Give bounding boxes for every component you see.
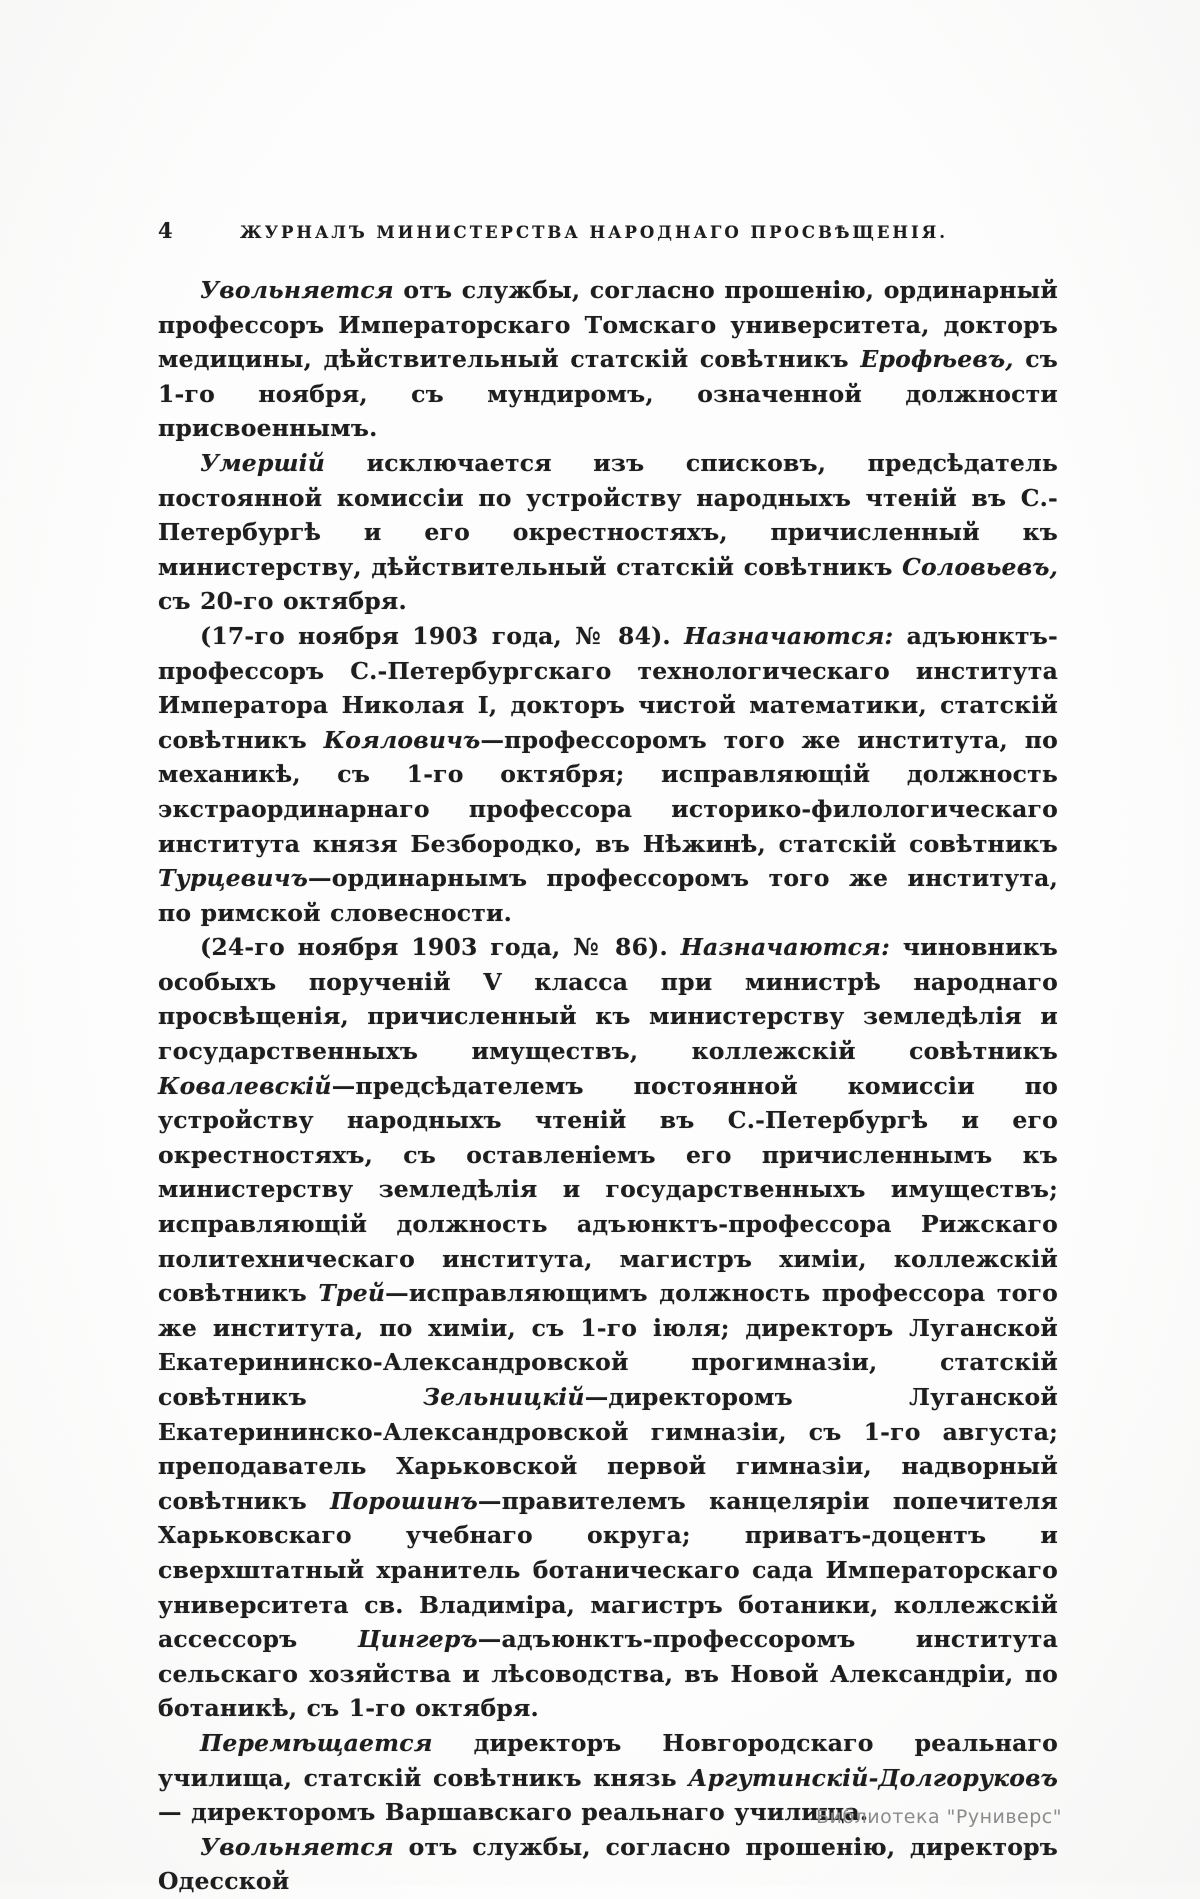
italic-text-segment: Аргутинскій-Долгоруковъ	[688, 1763, 1058, 1792]
page-body	[158, 273, 1058, 1899]
journal-title: ЖУРНАЛЪ МИНИСТЕРСТВА НАРОДНАГО ПРОСВѢЩЕНІЯ.	[239, 223, 948, 242]
italic-text-segment: Увольняется	[200, 1832, 394, 1861]
italic-text-segment: Порошинъ	[330, 1486, 478, 1515]
text-segment: (24-го ноября 1903 года, № 86).	[200, 933, 681, 962]
italic-text-segment: Трей	[318, 1279, 386, 1308]
italic-text-segment: Соловьевъ,	[902, 552, 1058, 581]
text-segment: —профессоромъ того же института, по механикѣ, съ 1-го октября; исправляющій должность экстраординарнаго профессора историко-филологическаго института князя Безбородко, въ Нѣжинѣ, статскій совѣтникъ	[158, 725, 1058, 858]
text-segment: съ 1-го ноября, съ мундиромъ, означенной должности присвоеннымъ.	[158, 345, 1058, 443]
page-header	[158, 218, 1058, 243]
text-segment: —адъюнктъ-профессоромъ института сельскаго хозяйства и лѣсоводства, въ Новой Александріи, по ботаникѣ, съ 1-го октября.	[158, 1625, 1058, 1723]
text-segment: — директоромъ Варшавскаго реальнаго училища.	[158, 1798, 869, 1827]
italic-text-segment: Назначаются:	[684, 621, 894, 650]
italic-text-segment: Кояловичъ	[323, 725, 481, 754]
paragraph	[158, 930, 1058, 1726]
text-segment: съ 20-го октября.	[158, 587, 407, 616]
text-segment: исключается изъ списковъ, предсѣдатель постоянной комиссіи по устройству народныхъ чтеній въ С.-Петербургѣ и его окрестностяхъ, причисленный къ министерству, дѣйствительный статскій совѣтникъ	[158, 448, 1058, 581]
paragraph	[158, 446, 1058, 619]
italic-text-segment: Умершій	[200, 448, 326, 477]
text-segment: —правителемъ канцеляріи попечителя Харьковскаго учебнаго округа; приватъ-доцентъ и сверхштатный хранитель ботаническаго сада Императорскаго университета св. Владиміра, магистръ ботаники, коллежскій ассессоръ	[158, 1486, 1058, 1654]
italic-text-segment: Перемѣщается	[200, 1728, 433, 1757]
text-segment: —предсѣдателемъ постоянной комиссіи по устройству народныхъ чтеній въ С.-Петербургѣ и его окрестностяхъ, съ оставленіемъ его причисленнымъ къ министерству земледѣлія и государственныхъ имуществъ; исправляющій должность адъюнктъ-профессора Рижскаго политехническаго института, магистръ химіи, коллежскій совѣтникъ	[158, 1071, 1058, 1308]
italic-text-segment: Ерофѣевъ,	[860, 345, 1014, 374]
italic-text-segment: Назначаются:	[680, 933, 890, 962]
paragraph	[158, 1830, 1058, 1899]
italic-text-segment: Зельницкій	[423, 1383, 585, 1411]
italic-text-segment: Увольняется	[200, 276, 394, 304]
italic-text-segment: Цингеръ	[357, 1625, 478, 1654]
text-segment: (17-го ноября 1903 года, № 84).	[200, 621, 685, 650]
italic-text-segment: Турцевичъ	[158, 864, 309, 893]
page-number: 4	[158, 218, 173, 243]
text-segment: —исправляющимъ должность профессора того же института, по химіи, съ 1-го іюля; директоръ Луганской Екатерининско-Александровской прогимназіи, статскій совѣтникъ	[158, 1279, 1058, 1411]
text-segment: отъ службы, согласно прошенію, ординарный профессоръ Императорскаго Томскаго университета, докторъ медицины, дѣйствительный статскій совѣтникъ	[158, 276, 1058, 374]
scanned-page	[158, 218, 1058, 1899]
text-segment: чиновникъ особыхъ порученій V класса при министрѣ народнаго просвѣщенія, причисленный къ министерству земледѣлія и государственныхъ имуществъ, коллежскій совѣтникъ	[158, 933, 1058, 1066]
text-segment: —директоромъ Луганской Екатерининско-Александровской гимназіи, съ 1-го августа; преподаватель Харьковской первой гимназіи, надворный совѣтникъ	[158, 1383, 1058, 1515]
text-segment: —ординарнымъ профессоромъ того же института, по римской словесности.	[158, 864, 1058, 927]
text-segment: отъ службы, согласно прошенію, директоръ Одесской	[158, 1832, 1058, 1896]
text-segment: директоръ Новгородскаго реальнаго училища, статскій совѣтникъ князь	[158, 1728, 1058, 1792]
library-watermark: Библиотека "Руниверс"	[816, 1806, 1062, 1828]
paragraph	[158, 273, 1058, 446]
text-segment: адъюнктъ-профессоръ С.-Петербургскаго технологическаго института Императора Николая I, докторъ чистой математики, статскій совѣтникъ	[158, 621, 1058, 754]
italic-text-segment: Ковалевскій	[158, 1071, 332, 1100]
paragraph	[158, 619, 1058, 930]
